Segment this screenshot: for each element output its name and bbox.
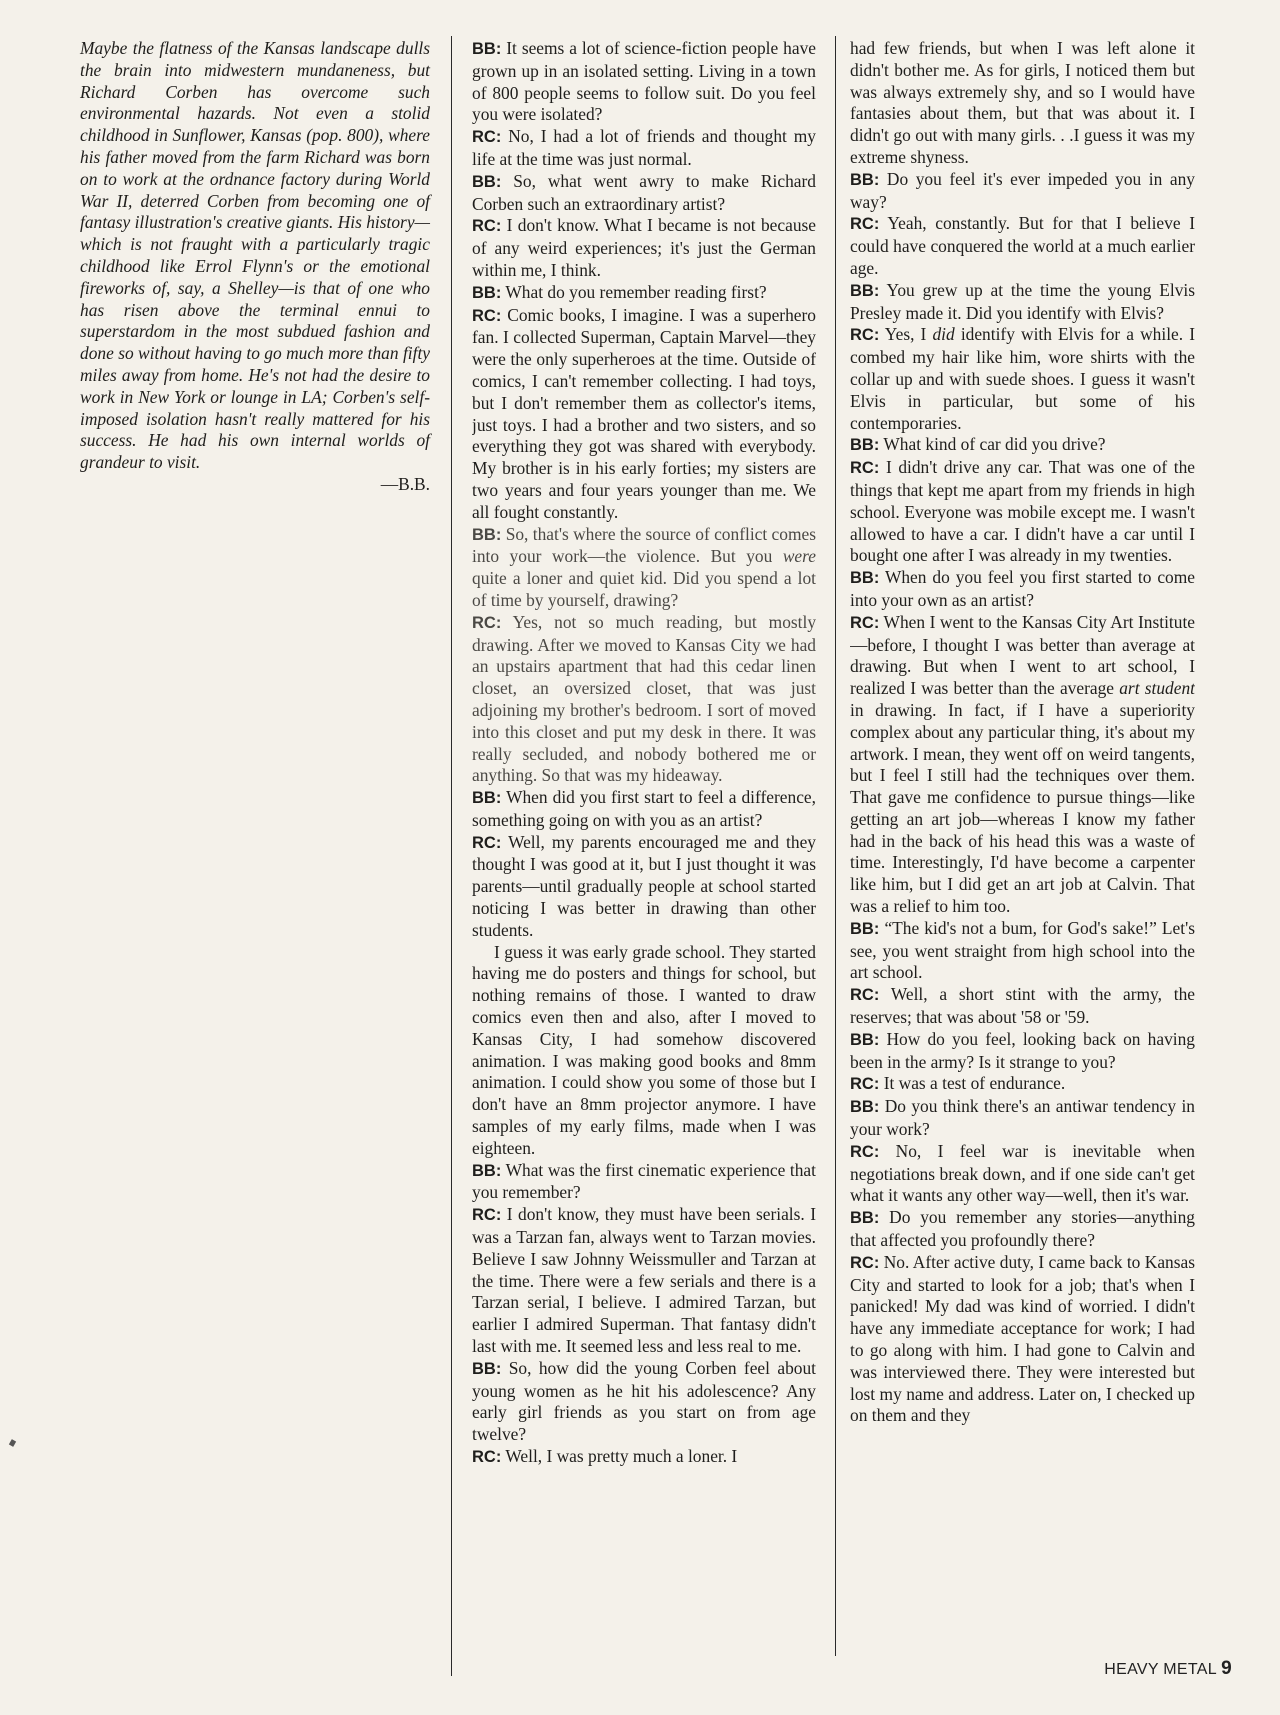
interview-paragraph: [850, 169, 1195, 214]
speaker-label: RC:: [472, 1206, 502, 1225]
speaker-label: BB:: [850, 281, 880, 300]
interview-column-3: [850, 38, 1195, 1663]
speaker-label: BB:: [850, 170, 880, 189]
interview-paragraph: [850, 280, 1195, 325]
speaker-label: RC:: [472, 1448, 502, 1466]
paragraph-text: Yes, I: [884, 324, 933, 345]
speaker-label: BB:: [850, 569, 880, 588]
interview-paragraph: [850, 612, 1195, 918]
paragraph-text: It seems a lot of science-fiction people have grown up in an isolated setting. Living in a town of 800 people seems to follow suit. Do you feel you were isolated?: [472, 38, 816, 125]
interview-paragraph: [850, 457, 1195, 567]
interview-paragraph: [472, 524, 816, 612]
interview-paragraph: [850, 1141, 1195, 1207]
speaker-label: BB:: [472, 789, 502, 808]
interview-paragraph: [850, 1029, 1195, 1074]
paragraph-text: So, that's where the source of conflict comes into your work—the violence. But you: [472, 523, 816, 567]
interview-paragraph: [472, 942, 816, 1160]
paragraph-text: When did you first start to feel a difference, something going on with you as an artist?: [472, 787, 816, 830]
speaker-label: RC:: [472, 833, 502, 852]
intro-paragraph: Maybe the flatness of the Kansas landscape dulls the brain into midwestern mundaneness, but Richard Corben has overcome such environmental hazards. Not even a stolid childhood in Sunflower, Kansas (pop. 800), where his father moved from the farm Richard was born on to work at the ordnance factory during World War II, deterred Corben from becoming one of fantasy illustration's creative giants. His history—which is not fraught with a particularly tragic childhood like Errol Flynn's or the emotional fireworks of, say, a Shelley—is that of one who has risen above the terminal ennui to superstardom in the most subdued fashion and done so without having to go much more than fifty miles away from home. He's not had the desire to work in New York or lounge in LA; Corben's self-imposed isolation hasn't really mattered for his success. He had his own internal worlds of grandeur to visit.: [80, 38, 430, 473]
interview-column-2: [472, 38, 816, 1678]
speaker-label: BB:: [472, 525, 502, 544]
paragraph-text: How do you feel, looking back on having been in the army? Is it strange to you?: [850, 1028, 1195, 1072]
page-number: 9: [1221, 1658, 1232, 1679]
speaker-label: BB:: [472, 40, 502, 58]
column-divider: [451, 36, 452, 1676]
interview-paragraph: [472, 1204, 816, 1358]
paragraph-text: Well, my parents encouraged me and they thought I was good at it, but I just thought it was parents—until gradually people at school started noticing I was better in drawing than other students.: [472, 831, 816, 940]
paragraph-text: Do you remember any stories—anything that affected you profoundly there?: [850, 1207, 1195, 1251]
interview-paragraph: [472, 1160, 816, 1205]
paragraph-text: What do you remember reading first?: [505, 281, 767, 302]
interview-paragraph: [472, 282, 816, 305]
interview-paragraph: [850, 1096, 1195, 1141]
speaker-label: BB:: [472, 1359, 502, 1378]
magazine-name: HEAVY METAL: [1104, 1661, 1217, 1678]
paragraph-text: Yes, not so much reading, but mostly drawing. After we moved to Kansas City we had an upstairs apartment that had this cedar linen closet, an oversized closet, that was just adjoining my brother's bedroom. I sort of moved into this closet and put my desk in there. It was really secluded, and nobody bothered me or anything. So that was my hideaway.: [472, 611, 816, 786]
speaker-label: RC:: [850, 1075, 880, 1094]
paragraph-text: So, how did the young Corben feel about young women as he hit his adolescence? Any early girl friends as you start on from age twelve?: [472, 1357, 816, 1445]
speaker-label: RC:: [472, 128, 502, 147]
interview-paragraph: [472, 832, 816, 942]
paragraph-text: You grew up at the time the young Elvis Presley made it. Did you identify with Elvis?: [850, 279, 1195, 323]
interview-paragraph: [850, 984, 1195, 1029]
interview-paragraph: [472, 612, 816, 787]
author-signature: —B.B.: [380, 473, 430, 494]
paragraph-text: Well, I was pretty much a loner. I: [505, 1446, 738, 1466]
paragraph-text: Yeah, constantly. But for that I believe I could have conquered the world at a much earlier age.: [850, 213, 1195, 278]
speaker-label: RC:: [472, 217, 502, 236]
speaker-label: RC:: [472, 613, 502, 632]
emphasis-text: art student: [1119, 678, 1195, 699]
speaker-label: RC:: [850, 326, 880, 345]
interview-paragraph: [472, 305, 816, 524]
interview-paragraph: [472, 1358, 816, 1446]
emphasis-text: were: [782, 546, 816, 567]
interview-paragraph: [472, 215, 816, 281]
paragraph-text: Well, a short stint with the army, the reserves; that was about '58 or '59.: [850, 984, 1195, 1028]
interview-paragraph: [472, 126, 816, 171]
interview-paragraph: [850, 567, 1195, 612]
speaker-label: BB:: [850, 919, 880, 938]
interview-paragraph: [472, 38, 816, 126]
speaker-label: BB:: [472, 1161, 502, 1180]
speaker-label: BB:: [472, 283, 502, 302]
paragraph-text: had few friends, but when I was left alone it didn't bother me. As for girls, I noticed them but was always extremely shy, and so I would have fantasies about them, but that was about it. I didn't go out with many girls. . .I guess it was my extreme shyness.: [850, 38, 1195, 167]
paragraph-text: I guess it was early grade school. They started having me do posters and things for school, but nothing remains of those. I wanted to draw comics even then and also, after I moved to Kansas City, I had somehow discovered animation. I was making good books and 8mm animation. I could show you some of those but I don't have an 8mm projector anymore. I have samples of my early films, made when I was eighteen.: [472, 941, 816, 1158]
interview-paragraph: [850, 38, 1195, 169]
speaker-label: BB:: [850, 1209, 880, 1228]
speaker-label: RC:: [850, 1253, 880, 1272]
speaker-label: RC:: [850, 613, 880, 632]
paragraph-text: “The kid's not a bum, for God's sake!” Let's see, you went straight from high school into the art school.: [850, 917, 1195, 983]
paragraph-text: It was a test of endurance.: [883, 1073, 1066, 1094]
paragraph-text: I don't know, they must have been serials. I was a Tarzan fan, always went to Tarzan movies. Believe I saw Johnny Weissmuller and Tarzan at the time. There were a few serials and there is a Tarzan serial, I believe. I admired Tarzan, but earlier I admired Superman. That fantasy didn't last with me. It seemed less and less real to me.: [472, 1204, 816, 1357]
paragraph-text: in drawing. In fact, if I have a superiority complex about any particular thing, it's about my artwork. I mean, they went off on weird tangents, but I feel I still had the techniques over them. That gave me confidence to pursue things—like getting an art job—whereas I know my father had in the back of his head this was a waste of time. Interestingly, I'd have become a carpenter like him, but I did get an art job at Calvin. That was a relief to him too.: [850, 699, 1195, 917]
paragraph-text: What was the first cinematic experience that you remember?: [472, 1159, 816, 1203]
paragraph-text: identify with Elvis for a while. I combed my hair like him, wore shirts with the collar up and with suede shoes. I guess it wasn't Elvis in particular, but some of his contemporaries.: [850, 324, 1195, 433]
speaker-label: RC:: [850, 1142, 880, 1161]
stray-mark: [9, 1439, 16, 1447]
paragraph-text: When do you feel you first started to come into your own as an artist?: [850, 567, 1195, 610]
interview-paragraph: [850, 1252, 1195, 1427]
interview-paragraph: [850, 1207, 1195, 1252]
paragraph-text: Do you think there's an antiwar tendency in your work?: [850, 1096, 1195, 1140]
speaker-label: BB:: [850, 436, 880, 455]
paragraph-text: I didn't drive any car. That was one of the things that kept me apart from my friends in high school. Everyone was mobile except me. I wasn't allowed to have a car. I didn't have a car until I bought one after I was already in my twenties.: [850, 457, 1195, 566]
interview-paragraph: [850, 324, 1195, 434]
speaker-label: RC:: [850, 215, 880, 234]
speaker-label: RC:: [850, 986, 880, 1005]
page-footer: [1104, 1658, 1232, 1680]
interview-paragraph: [472, 1446, 816, 1469]
paragraph-text: No. After active duty, I came back to Kansas City and started to look for a job; that's when I panicked! My dad was kind of worried. I didn't have any immediate acceptance for work; I had to go along with him. I had gone to Calvin and was interviewed there. They were interested but lost my name and address. Later on, I checked up on them and they: [850, 1251, 1195, 1426]
interview-paragraph: [472, 787, 816, 832]
paragraph-text: Comic books, I imagine. I was a superhero fan. I collected Superman, Captain Marvel—they were the only superheroes at the time. Outside of comics, I can't remember collecting. I had toys, but I don't remember them as collector's items, just toys. I had a brother and two sisters, and so everything they got was shared with everybody. My brother is in his early forties; my sisters are two years and four years younger than me. We all fought constantly.: [472, 304, 816, 522]
paragraph-text: No, I feel war is inevitable when negotiations break down, and if one side can't get what it wants any other way—well, then it's war.: [850, 1140, 1195, 1206]
interview-paragraph: [850, 918, 1195, 984]
interview-paragraph: [472, 171, 816, 216]
paragraph-text: quite a loner and quiet kid. Did you spend a lot of time by yourself, drawing?: [472, 568, 816, 610]
paragraph-text: No, I had a lot of friends and thought my life at the time was just normal.: [472, 126, 816, 169]
paragraph-text: When I went to the Kansas City Art Institute—before, I thought I was better than average at drawing. But when I went to art school, I realized I was better than the average: [850, 611, 1195, 699]
paragraph-text: So, what went awry to make Richard Corben such an extraordinary artist?: [472, 170, 816, 214]
speaker-label: BB:: [850, 1098, 880, 1117]
emphasis-text: did: [932, 324, 955, 345]
paragraph-text: Do you feel it's ever impeded you in any way?: [850, 168, 1195, 212]
interview-paragraph: [850, 1073, 1195, 1096]
column-divider: [835, 36, 836, 1656]
speaker-label: BB:: [472, 172, 502, 191]
interview-paragraph: [850, 434, 1195, 457]
paragraph-text: What kind of car did you drive?: [883, 434, 1106, 455]
speaker-label: RC:: [850, 459, 880, 478]
paragraph-text: I don't know. What I became is not because of any weird experiences; it's just the German within me, I think.: [472, 215, 816, 280]
speaker-label: RC:: [472, 306, 502, 325]
intro-column: [80, 38, 430, 496]
interview-paragraph: [850, 213, 1195, 279]
speaker-label: BB:: [850, 1030, 880, 1049]
